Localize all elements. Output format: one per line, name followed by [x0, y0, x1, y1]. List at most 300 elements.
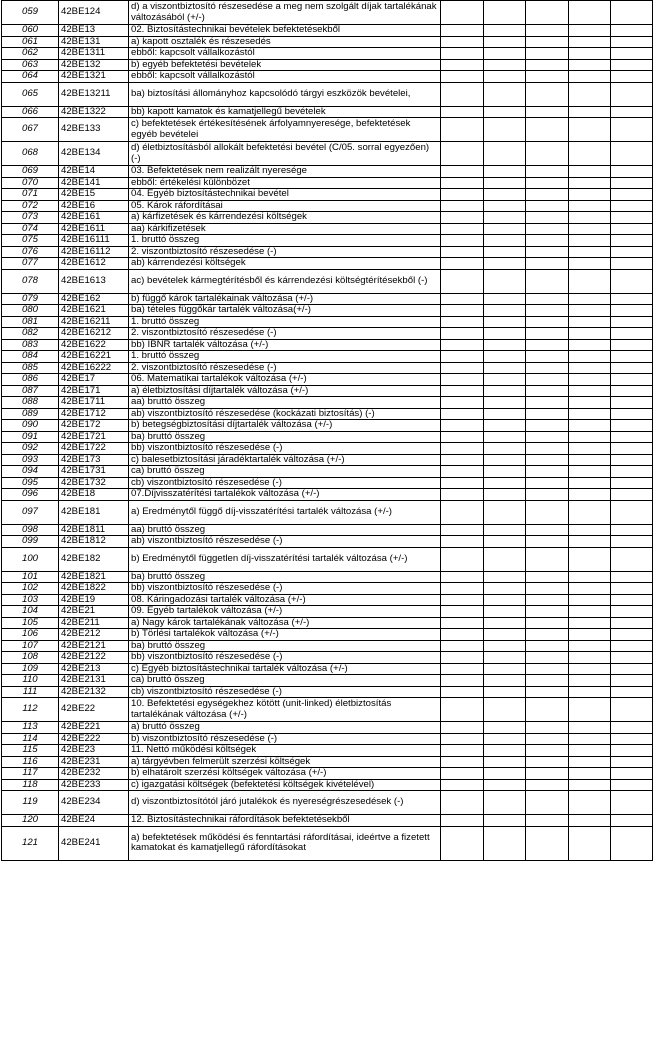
- value-cell[interactable]: [484, 142, 526, 166]
- value-cell[interactable]: [441, 815, 484, 827]
- value-cell[interactable]: [484, 59, 526, 71]
- value-cell[interactable]: [611, 617, 653, 629]
- value-cell[interactable]: [484, 48, 526, 60]
- value-cell[interactable]: [526, 466, 569, 478]
- value-cell[interactable]: [569, 106, 611, 118]
- value-cell[interactable]: [526, 397, 569, 409]
- value-cell[interactable]: [569, 524, 611, 536]
- value-cell[interactable]: [611, 571, 653, 583]
- value-cell[interactable]: [441, 305, 484, 317]
- value-cell[interactable]: [441, 118, 484, 142]
- value-cell[interactable]: [611, 606, 653, 618]
- value-cell[interactable]: [526, 443, 569, 455]
- value-cell[interactable]: [526, 200, 569, 212]
- value-cell[interactable]: [441, 606, 484, 618]
- value-cell[interactable]: [484, 675, 526, 687]
- value-cell[interactable]: [484, 118, 526, 142]
- value-cell[interactable]: [441, 420, 484, 432]
- value-cell[interactable]: [484, 235, 526, 247]
- value-cell[interactable]: [484, 351, 526, 363]
- value-cell[interactable]: [484, 722, 526, 734]
- value-cell[interactable]: [441, 536, 484, 548]
- value-cell[interactable]: [611, 305, 653, 317]
- value-cell[interactable]: [441, 571, 484, 583]
- value-cell[interactable]: [441, 25, 484, 37]
- value-cell[interactable]: [611, 477, 653, 489]
- value-cell[interactable]: [569, 177, 611, 189]
- value-cell[interactable]: [441, 374, 484, 386]
- value-cell[interactable]: [569, 686, 611, 698]
- value-cell[interactable]: [484, 385, 526, 397]
- value-cell[interactable]: [526, 489, 569, 501]
- value-cell[interactable]: [611, 420, 653, 432]
- value-cell[interactable]: [484, 663, 526, 675]
- value-cell[interactable]: [484, 212, 526, 224]
- value-cell[interactable]: [569, 768, 611, 780]
- value-cell[interactable]: [611, 733, 653, 745]
- value-cell[interactable]: [526, 71, 569, 83]
- value-cell[interactable]: [441, 339, 484, 351]
- value-cell[interactable]: [441, 200, 484, 212]
- value-cell[interactable]: [569, 305, 611, 317]
- value-cell[interactable]: [569, 142, 611, 166]
- value-cell[interactable]: [484, 316, 526, 328]
- value-cell[interactable]: [611, 756, 653, 768]
- value-cell[interactable]: [484, 594, 526, 606]
- value-cell[interactable]: [611, 362, 653, 374]
- value-cell[interactable]: [526, 316, 569, 328]
- value-cell[interactable]: [484, 408, 526, 420]
- value-cell[interactable]: [441, 768, 484, 780]
- value-cell[interactable]: [484, 640, 526, 652]
- value-cell[interactable]: [441, 640, 484, 652]
- value-cell[interactable]: [441, 489, 484, 501]
- value-cell[interactable]: [484, 443, 526, 455]
- value-cell[interactable]: [526, 675, 569, 687]
- value-cell[interactable]: [484, 420, 526, 432]
- value-cell[interactable]: [569, 826, 611, 860]
- value-cell[interactable]: [569, 477, 611, 489]
- value-cell[interactable]: [611, 431, 653, 443]
- value-cell[interactable]: [441, 106, 484, 118]
- value-cell[interactable]: [526, 235, 569, 247]
- value-cell[interactable]: [569, 212, 611, 224]
- value-cell[interactable]: [611, 328, 653, 340]
- value-cell[interactable]: [526, 362, 569, 374]
- value-cell[interactable]: [569, 779, 611, 791]
- value-cell[interactable]: [484, 223, 526, 235]
- value-cell[interactable]: [569, 663, 611, 675]
- value-cell[interactable]: [484, 524, 526, 536]
- value-cell[interactable]: [526, 745, 569, 757]
- value-cell[interactable]: [441, 258, 484, 270]
- value-cell[interactable]: [441, 385, 484, 397]
- value-cell[interactable]: [484, 189, 526, 201]
- value-cell[interactable]: [611, 316, 653, 328]
- value-cell[interactable]: [526, 583, 569, 595]
- value-cell[interactable]: [569, 466, 611, 478]
- value-cell[interactable]: [484, 500, 526, 524]
- value-cell[interactable]: [526, 118, 569, 142]
- value-cell[interactable]: [569, 733, 611, 745]
- value-cell[interactable]: [569, 362, 611, 374]
- value-cell[interactable]: [526, 547, 569, 571]
- value-cell[interactable]: [611, 246, 653, 258]
- value-cell[interactable]: [611, 629, 653, 641]
- value-cell[interactable]: [569, 454, 611, 466]
- value-cell[interactable]: [484, 791, 526, 815]
- value-cell[interactable]: [611, 385, 653, 397]
- value-cell[interactable]: [526, 454, 569, 466]
- value-cell[interactable]: [484, 177, 526, 189]
- value-cell[interactable]: [526, 420, 569, 432]
- value-cell[interactable]: [526, 826, 569, 860]
- value-cell[interactable]: [611, 408, 653, 420]
- value-cell[interactable]: [441, 212, 484, 224]
- value-cell[interactable]: [526, 524, 569, 536]
- value-cell[interactable]: [484, 362, 526, 374]
- value-cell[interactable]: [569, 745, 611, 757]
- value-cell[interactable]: [611, 25, 653, 37]
- value-cell[interactable]: [569, 594, 611, 606]
- value-cell[interactable]: [611, 397, 653, 409]
- value-cell[interactable]: [526, 768, 569, 780]
- value-cell[interactable]: [484, 629, 526, 641]
- value-cell[interactable]: [526, 223, 569, 235]
- value-cell[interactable]: [441, 466, 484, 478]
- value-cell[interactable]: [526, 408, 569, 420]
- value-cell[interactable]: [569, 71, 611, 83]
- value-cell[interactable]: [611, 258, 653, 270]
- value-cell[interactable]: [569, 629, 611, 641]
- value-cell[interactable]: [569, 722, 611, 734]
- value-cell[interactable]: [526, 733, 569, 745]
- value-cell[interactable]: [526, 293, 569, 305]
- value-cell[interactable]: [611, 524, 653, 536]
- value-cell[interactable]: [441, 652, 484, 664]
- value-cell[interactable]: [526, 686, 569, 698]
- value-cell[interactable]: [441, 594, 484, 606]
- value-cell[interactable]: [569, 815, 611, 827]
- value-cell[interactable]: [484, 454, 526, 466]
- value-cell[interactable]: [526, 258, 569, 270]
- value-cell[interactable]: [611, 106, 653, 118]
- value-cell[interactable]: [569, 431, 611, 443]
- value-cell[interactable]: [441, 583, 484, 595]
- value-cell[interactable]: [569, 571, 611, 583]
- value-cell[interactable]: [569, 500, 611, 524]
- value-cell[interactable]: [441, 328, 484, 340]
- value-cell[interactable]: [526, 756, 569, 768]
- value-cell[interactable]: [569, 536, 611, 548]
- value-cell[interactable]: [611, 200, 653, 212]
- value-cell[interactable]: [441, 745, 484, 757]
- value-cell[interactable]: [484, 489, 526, 501]
- value-cell[interactable]: [611, 663, 653, 675]
- value-cell[interactable]: [611, 177, 653, 189]
- value-cell[interactable]: [526, 617, 569, 629]
- value-cell[interactable]: [569, 547, 611, 571]
- value-cell[interactable]: [569, 583, 611, 595]
- value-cell[interactable]: [569, 1, 611, 25]
- value-cell[interactable]: [611, 443, 653, 455]
- value-cell[interactable]: [484, 71, 526, 83]
- value-cell[interactable]: [484, 815, 526, 827]
- value-cell[interactable]: [526, 351, 569, 363]
- value-cell[interactable]: [611, 454, 653, 466]
- value-cell[interactable]: [441, 779, 484, 791]
- value-cell[interactable]: [611, 82, 653, 106]
- value-cell[interactable]: [441, 524, 484, 536]
- value-cell[interactable]: [441, 733, 484, 745]
- value-cell[interactable]: [441, 223, 484, 235]
- value-cell[interactable]: [441, 454, 484, 466]
- value-cell[interactable]: [484, 606, 526, 618]
- value-cell[interactable]: [526, 791, 569, 815]
- value-cell[interactable]: [441, 177, 484, 189]
- value-cell[interactable]: [611, 235, 653, 247]
- value-cell[interactable]: [569, 189, 611, 201]
- value-cell[interactable]: [611, 269, 653, 293]
- value-cell[interactable]: [441, 756, 484, 768]
- value-cell[interactable]: [569, 385, 611, 397]
- value-cell[interactable]: [611, 166, 653, 178]
- value-cell[interactable]: [569, 420, 611, 432]
- value-cell[interactable]: [484, 733, 526, 745]
- value-cell[interactable]: [569, 791, 611, 815]
- value-cell[interactable]: [611, 768, 653, 780]
- value-cell[interactable]: [569, 82, 611, 106]
- value-cell[interactable]: [526, 166, 569, 178]
- value-cell[interactable]: [484, 246, 526, 258]
- value-cell[interactable]: [611, 118, 653, 142]
- value-cell[interactable]: [526, 305, 569, 317]
- value-cell[interactable]: [569, 118, 611, 142]
- value-cell[interactable]: [611, 547, 653, 571]
- value-cell[interactable]: [484, 200, 526, 212]
- value-cell[interactable]: [611, 339, 653, 351]
- value-cell[interactable]: [611, 142, 653, 166]
- value-cell[interactable]: [484, 745, 526, 757]
- value-cell[interactable]: [611, 374, 653, 386]
- value-cell[interactable]: [441, 166, 484, 178]
- value-cell[interactable]: [569, 698, 611, 722]
- value-cell[interactable]: [526, 106, 569, 118]
- value-cell[interactable]: [526, 1, 569, 25]
- value-cell[interactable]: [484, 25, 526, 37]
- value-cell[interactable]: [611, 698, 653, 722]
- value-cell[interactable]: [441, 189, 484, 201]
- value-cell[interactable]: [611, 59, 653, 71]
- value-cell[interactable]: [441, 82, 484, 106]
- value-cell[interactable]: [569, 269, 611, 293]
- value-cell[interactable]: [441, 235, 484, 247]
- value-cell[interactable]: [441, 269, 484, 293]
- value-cell[interactable]: [484, 106, 526, 118]
- value-cell[interactable]: [526, 36, 569, 48]
- value-cell[interactable]: [526, 48, 569, 60]
- value-cell[interactable]: [611, 48, 653, 60]
- value-cell[interactable]: [569, 397, 611, 409]
- value-cell[interactable]: [484, 82, 526, 106]
- value-cell[interactable]: [441, 547, 484, 571]
- value-cell[interactable]: [569, 443, 611, 455]
- value-cell[interactable]: [441, 351, 484, 363]
- value-cell[interactable]: [569, 675, 611, 687]
- value-cell[interactable]: [611, 223, 653, 235]
- value-cell[interactable]: [526, 500, 569, 524]
- value-cell[interactable]: [569, 25, 611, 37]
- value-cell[interactable]: [526, 629, 569, 641]
- value-cell[interactable]: [484, 431, 526, 443]
- value-cell[interactable]: [526, 269, 569, 293]
- value-cell[interactable]: [484, 571, 526, 583]
- value-cell[interactable]: [569, 606, 611, 618]
- value-cell[interactable]: [569, 200, 611, 212]
- value-cell[interactable]: [441, 698, 484, 722]
- value-cell[interactable]: [484, 826, 526, 860]
- value-cell[interactable]: [441, 477, 484, 489]
- value-cell[interactable]: [526, 189, 569, 201]
- value-cell[interactable]: [441, 71, 484, 83]
- value-cell[interactable]: [611, 791, 653, 815]
- value-cell[interactable]: [526, 374, 569, 386]
- value-cell[interactable]: [441, 686, 484, 698]
- value-cell[interactable]: [526, 246, 569, 258]
- value-cell[interactable]: [484, 756, 526, 768]
- value-cell[interactable]: [526, 431, 569, 443]
- value-cell[interactable]: [441, 500, 484, 524]
- value-cell[interactable]: [569, 48, 611, 60]
- value-cell[interactable]: [526, 571, 569, 583]
- value-cell[interactable]: [441, 59, 484, 71]
- value-cell[interactable]: [611, 686, 653, 698]
- value-cell[interactable]: [484, 258, 526, 270]
- value-cell[interactable]: [441, 722, 484, 734]
- value-cell[interactable]: [441, 675, 484, 687]
- value-cell[interactable]: [484, 547, 526, 571]
- value-cell[interactable]: [569, 316, 611, 328]
- value-cell[interactable]: [569, 756, 611, 768]
- value-cell[interactable]: [484, 269, 526, 293]
- value-cell[interactable]: [526, 212, 569, 224]
- value-cell[interactable]: [484, 698, 526, 722]
- value-cell[interactable]: [569, 258, 611, 270]
- value-cell[interactable]: [484, 768, 526, 780]
- value-cell[interactable]: [484, 36, 526, 48]
- value-cell[interactable]: [441, 629, 484, 641]
- value-cell[interactable]: [569, 36, 611, 48]
- value-cell[interactable]: [441, 1, 484, 25]
- value-cell[interactable]: [569, 640, 611, 652]
- value-cell[interactable]: [611, 640, 653, 652]
- value-cell[interactable]: [526, 477, 569, 489]
- value-cell[interactable]: [569, 339, 611, 351]
- value-cell[interactable]: [611, 722, 653, 734]
- value-cell[interactable]: [441, 431, 484, 443]
- value-cell[interactable]: [611, 826, 653, 860]
- value-cell[interactable]: [484, 583, 526, 595]
- value-cell[interactable]: [569, 166, 611, 178]
- value-cell[interactable]: [526, 815, 569, 827]
- value-cell[interactable]: [611, 36, 653, 48]
- value-cell[interactable]: [484, 293, 526, 305]
- value-cell[interactable]: [441, 48, 484, 60]
- value-cell[interactable]: [569, 223, 611, 235]
- value-cell[interactable]: [441, 791, 484, 815]
- value-cell[interactable]: [484, 686, 526, 698]
- value-cell[interactable]: [441, 142, 484, 166]
- value-cell[interactable]: [611, 500, 653, 524]
- value-cell[interactable]: [611, 815, 653, 827]
- value-cell[interactable]: [441, 36, 484, 48]
- value-cell[interactable]: [441, 293, 484, 305]
- value-cell[interactable]: [484, 166, 526, 178]
- value-cell[interactable]: [526, 59, 569, 71]
- value-cell[interactable]: [484, 617, 526, 629]
- value-cell[interactable]: [526, 536, 569, 548]
- value-cell[interactable]: [569, 408, 611, 420]
- value-cell[interactable]: [441, 362, 484, 374]
- value-cell[interactable]: [526, 606, 569, 618]
- value-cell[interactable]: [569, 59, 611, 71]
- value-cell[interactable]: [526, 339, 569, 351]
- value-cell[interactable]: [526, 594, 569, 606]
- value-cell[interactable]: [611, 779, 653, 791]
- value-cell[interactable]: [484, 328, 526, 340]
- value-cell[interactable]: [569, 328, 611, 340]
- value-cell[interactable]: [526, 142, 569, 166]
- value-cell[interactable]: [484, 374, 526, 386]
- value-cell[interactable]: [569, 617, 611, 629]
- value-cell[interactable]: [441, 397, 484, 409]
- value-cell[interactable]: [526, 722, 569, 734]
- value-cell[interactable]: [441, 246, 484, 258]
- value-cell[interactable]: [611, 536, 653, 548]
- value-cell[interactable]: [569, 489, 611, 501]
- value-cell[interactable]: [611, 675, 653, 687]
- value-cell[interactable]: [611, 293, 653, 305]
- value-cell[interactable]: [441, 826, 484, 860]
- value-cell[interactable]: [569, 246, 611, 258]
- value-cell[interactable]: [484, 652, 526, 664]
- value-cell[interactable]: [611, 594, 653, 606]
- value-cell[interactable]: [526, 328, 569, 340]
- value-cell[interactable]: [441, 663, 484, 675]
- value-cell[interactable]: [569, 374, 611, 386]
- value-cell[interactable]: [526, 82, 569, 106]
- value-cell[interactable]: [484, 477, 526, 489]
- value-cell[interactable]: [569, 351, 611, 363]
- value-cell[interactable]: [611, 351, 653, 363]
- value-cell[interactable]: [526, 385, 569, 397]
- value-cell[interactable]: [441, 443, 484, 455]
- value-cell[interactable]: [526, 698, 569, 722]
- value-cell[interactable]: [484, 536, 526, 548]
- value-cell[interactable]: [484, 779, 526, 791]
- value-cell[interactable]: [611, 1, 653, 25]
- value-cell[interactable]: [611, 489, 653, 501]
- value-cell[interactable]: [526, 779, 569, 791]
- value-cell[interactable]: [569, 293, 611, 305]
- value-cell[interactable]: [526, 663, 569, 675]
- value-cell[interactable]: [441, 617, 484, 629]
- value-cell[interactable]: [611, 745, 653, 757]
- value-cell[interactable]: [441, 316, 484, 328]
- value-cell[interactable]: [611, 212, 653, 224]
- value-cell[interactable]: [484, 1, 526, 25]
- value-cell[interactable]: [526, 25, 569, 37]
